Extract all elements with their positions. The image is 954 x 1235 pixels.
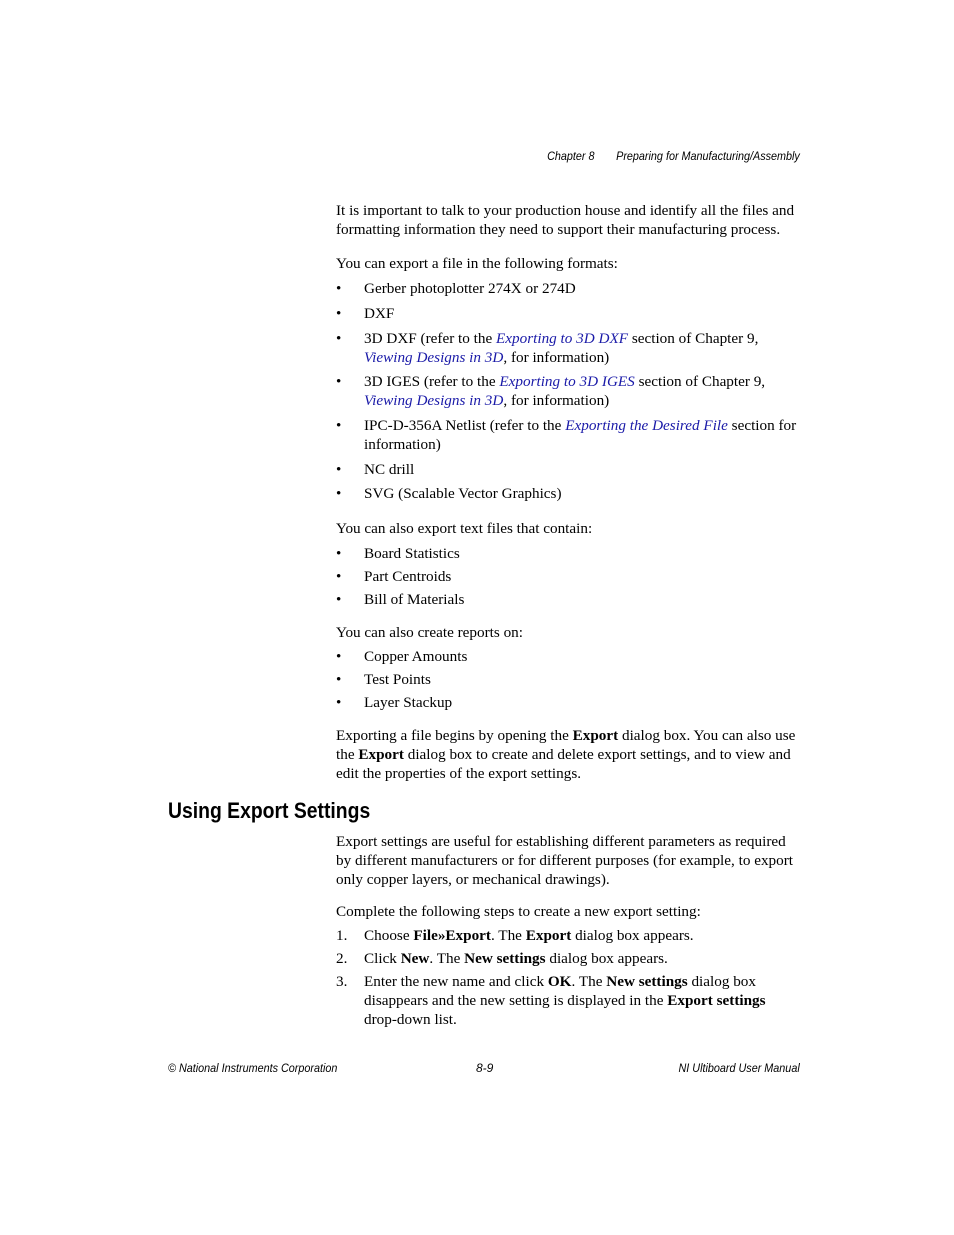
step-number: 3.: [336, 973, 348, 990]
text-run: dialog box appears.: [571, 927, 694, 944]
list-item-text: Copper Amounts: [364, 648, 468, 665]
intro-paragraph: It is important to talk to your production house and identify all the files and formatting information they need to support their manufacturing process.: [336, 202, 795, 238]
text-run: section of Chapter 9,: [634, 373, 766, 390]
list-item-text: Test Points: [364, 671, 431, 688]
text-run: dialog box. You can also use the: [336, 727, 796, 763]
link-exporting-3d-iges[interactable]: Exporting to 3D IGES: [499, 373, 635, 390]
text-run: . The: [429, 950, 465, 967]
list-item: [336, 329, 802, 367]
step-number: 1.: [336, 927, 348, 944]
step-text: [364, 972, 802, 1029]
link-exporting-3d-dxf[interactable]: Exporting to 3D DXF: [496, 330, 629, 347]
link-viewing-designs-3d[interactable]: Viewing Designs in 3D: [364, 392, 504, 409]
list-item-text: NC drill: [364, 461, 415, 478]
ui-term-new: New: [400, 950, 430, 967]
list-item-text: [364, 372, 802, 410]
list-item-text: [364, 416, 802, 454]
bullet: •: [336, 280, 342, 297]
list-item-text: Layer Stackup: [364, 694, 453, 711]
list-item: [336, 693, 802, 712]
chapter-title: Preparing for Manufacturing/Assembly: [616, 149, 800, 163]
ui-term-export: Export: [572, 727, 619, 744]
text-run: section of Chapter 9,: [628, 330, 759, 347]
bullet: •: [336, 485, 342, 502]
list-item: [336, 567, 802, 586]
steps-intro: Complete the following steps to create a new export setting:: [336, 903, 701, 920]
ui-term-new-settings: New settings: [464, 950, 546, 967]
reports-intro: You can also create reports on:: [336, 624, 523, 641]
section-heading: Using Export Settings: [168, 798, 371, 823]
bullet: •: [336, 373, 342, 390]
list-item: [336, 279, 802, 298]
list-item-text: Bill of Materials: [364, 591, 465, 608]
text-run: 3D IGES (refer to the: [364, 373, 500, 390]
list-item-text: SVG (Scalable Vector Graphics): [364, 485, 562, 502]
list-item: [336, 670, 802, 689]
text-run: dialog box to create and delete export settings, and to view and edit the properties of the export settings.: [336, 746, 791, 782]
list-item-text: DXF: [364, 305, 395, 322]
bullet: •: [336, 648, 342, 665]
step-number: 2.: [336, 950, 348, 967]
text-run: dialog box appears.: [545, 950, 668, 967]
bullet: •: [336, 568, 342, 585]
export-paragraph: [336, 726, 802, 783]
body-column: [336, 0, 802, 1235]
list-item-text: Board Statistics: [364, 545, 460, 562]
bullet: •: [336, 417, 342, 434]
text-run: Exporting a file begins by opening the: [336, 727, 573, 744]
text-run: Enter the new name and click: [364, 973, 548, 990]
chapter-label: Chapter 8: [547, 149, 595, 163]
text-run: , for information): [503, 349, 610, 366]
bullet: •: [336, 591, 342, 608]
list-item: [336, 484, 802, 503]
text-run: 3D DXF (refer to the: [364, 330, 497, 347]
section-paragraph: Export settings are useful for establishing different parameters as required by different manufacturers or for different purposes (for example, to export only copper layers, or mechanical drawings).: [336, 833, 794, 888]
bullet: •: [336, 694, 342, 711]
bullet: •: [336, 671, 342, 688]
ui-term-file-export: File»Export: [413, 927, 491, 944]
text-run: Click: [364, 950, 401, 967]
list-item: [336, 544, 802, 563]
step-text: [364, 926, 802, 945]
bullet: •: [336, 330, 342, 347]
text-run: , for information): [503, 392, 610, 409]
step-item: [336, 972, 802, 1029]
text-run: drop-down list.: [364, 1011, 457, 1028]
footer-copyright: © National Instruments Corporation: [168, 1061, 338, 1075]
list-item-text: Part Centroids: [364, 568, 452, 585]
bullet: •: [336, 461, 342, 478]
text-run: Choose: [364, 927, 414, 944]
text-run: IPC-D-356A Netlist (refer to the: [364, 417, 566, 434]
text-files-intro: You can also export text files that contain:: [336, 520, 593, 537]
ui-term-export: Export: [525, 927, 572, 944]
ui-term-export: Export: [358, 746, 404, 763]
text-run: . The: [490, 927, 526, 944]
list-item: [336, 590, 802, 609]
bullet: •: [336, 545, 342, 562]
list-item: [336, 460, 802, 479]
step-text: [364, 949, 802, 968]
list-item: [336, 372, 802, 410]
link-exporting-desired-file[interactable]: Exporting the Desired File: [565, 417, 728, 434]
list-item: [336, 304, 802, 323]
ui-term-ok: OK: [547, 973, 572, 990]
list-item-text: Gerber photoplotter 274X or 274D: [364, 280, 576, 297]
formats-intro: You can export a file in the following formats:: [336, 255, 618, 272]
step-item: [336, 926, 802, 945]
bullet: •: [336, 305, 342, 322]
footer-page-number: 8-9: [476, 1061, 494, 1075]
list-item: [336, 647, 802, 666]
list-item-text: [364, 329, 802, 367]
footer-manual-title: NI Ultiboard User Manual: [678, 1061, 800, 1075]
list-item: [336, 416, 802, 454]
ui-term-new-settings: New settings: [606, 973, 688, 990]
link-viewing-designs-3d[interactable]: Viewing Designs in 3D: [364, 349, 504, 366]
ui-term-export-settings: Export settings: [667, 992, 766, 1009]
step-item: [336, 949, 802, 968]
text-run: . The: [571, 973, 607, 990]
text-run: section for information): [364, 417, 797, 453]
text-run: dialog box disappears and the new setting is displayed in the: [364, 973, 756, 1009]
